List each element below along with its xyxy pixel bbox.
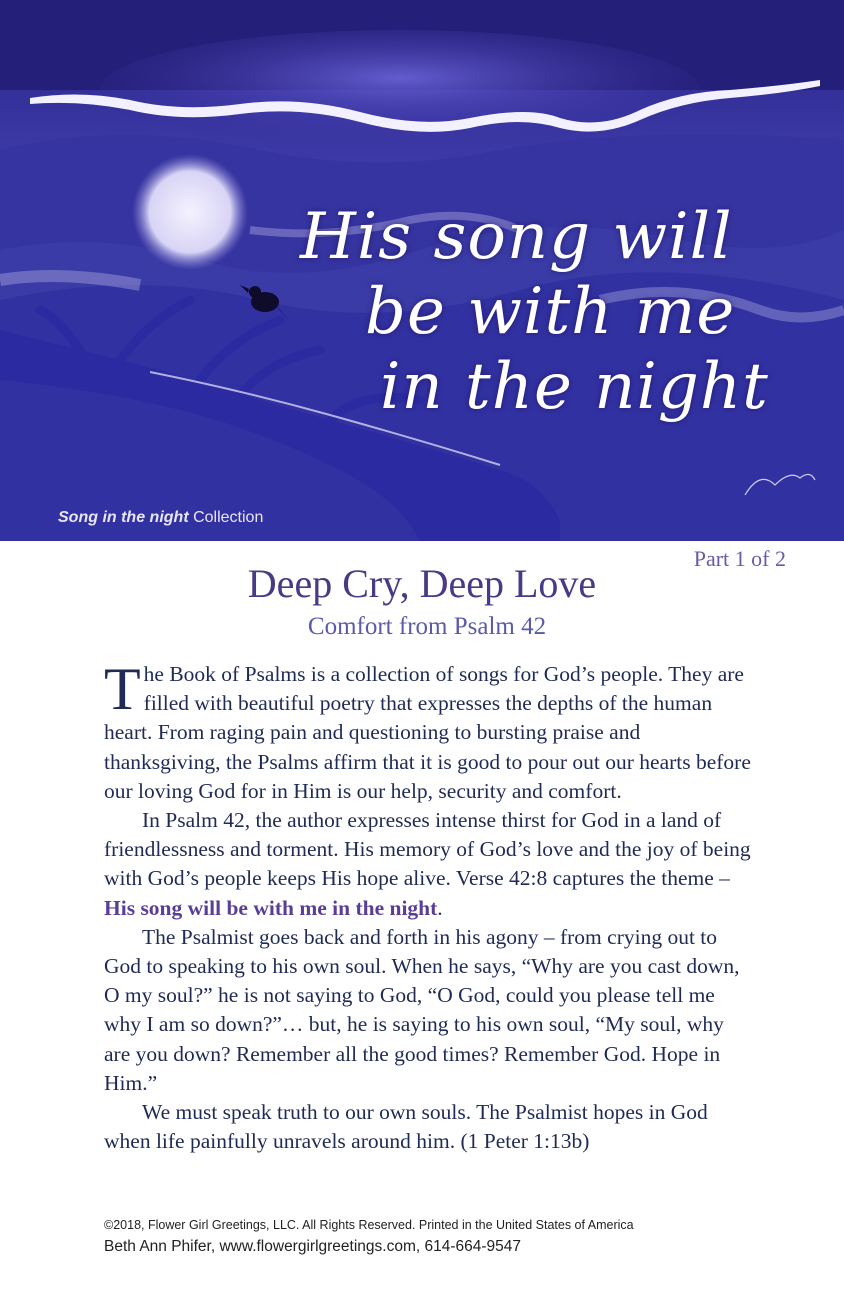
hero-script-line-2: be with me bbox=[365, 275, 736, 349]
hero-illustration bbox=[0, 0, 844, 541]
paragraph-1 bbox=[104, 656, 754, 806]
moon-icon bbox=[132, 154, 248, 270]
paragraph-2-text: In Psalm 42, the author expresses intense thirst for God in a land of friendlessness and torment. His memory of God’s love and the joy of being with God’s people keeps His hope alive. Verse 42:8 captures the theme – bbox=[104, 808, 751, 891]
drop-cap: T bbox=[104, 656, 141, 722]
collection-caption bbox=[58, 509, 263, 527]
collection-suffix: Collection bbox=[188, 509, 264, 526]
paragraph-3: The Psalmist goes back and forth in his agony – from crying out to God to speaking to his own soul. When he says, “Why are you cast down, O my soul?” he is not saying to God, “O God, could you please tell me why I am so down?”… but, he is saying to his own soul, “My soul, why are you down? Remember all the good times? Remember God. Hope in Him.” bbox=[104, 924, 740, 1095]
hero-script-line-3: in the night bbox=[380, 350, 769, 424]
page-title: Deep Cry, Deep Love bbox=[247, 561, 597, 606]
collection-name: Song in the night bbox=[58, 509, 189, 526]
contact-line: Beth Ann Phifer, www.flowergirlgreetings.com, 614-664-9547 bbox=[104, 1238, 522, 1255]
key-verse-highlight: His song will be with me in the night bbox=[104, 895, 438, 920]
part-indicator: Part 1 of 2 bbox=[693, 546, 786, 571]
paragraph-2 bbox=[104, 806, 754, 923]
paragraph-1-text: he Book of Psalms is a collection of songs for God’s people. They are filled with beautiful poetry that expresses the depths of the human heart. From raging pain and questioning to bursting praise and thanksgiving, the Psalms affirm that it is good to pour out our hearts before our loving God for in Him is our help, security and comfort. bbox=[104, 662, 751, 803]
paragraph-2-end: . bbox=[437, 895, 443, 920]
hero-script-line-1: His song will bbox=[300, 200, 733, 274]
copyright-line: ©2018, Flower Girl Greetings, LLC. All Rights Reserved. Printed in the United States of America bbox=[104, 1218, 634, 1232]
article-body bbox=[104, 656, 754, 1156]
page-subtitle: Comfort from Psalm 42 bbox=[307, 613, 547, 640]
paragraph-4: We must speak truth to our own souls. The Psalmist hopes in God when life painfully unravels around him. (1 Peter 1:13b) bbox=[104, 1100, 708, 1154]
